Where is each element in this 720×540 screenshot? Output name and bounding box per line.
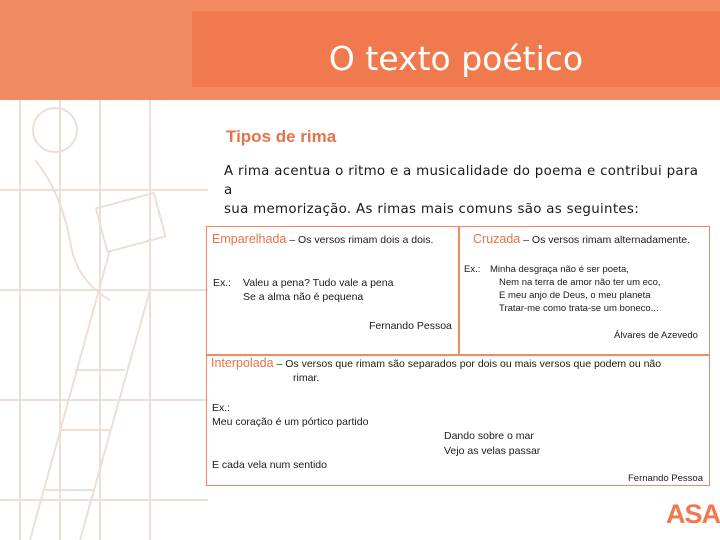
logo-text: ASA xyxy=(666,499,720,529)
poem-line: Nem na terra de amor não ter um eco, xyxy=(499,277,661,288)
cruzada-heading xyxy=(473,232,690,246)
poem-line: Se a alma não é pequena xyxy=(243,291,364,303)
poem-author: Fernando Pessoa xyxy=(369,320,452,332)
poem-author: Álvares de Azevedo xyxy=(614,330,698,341)
intro-text xyxy=(224,162,704,219)
rhyme-type-name: Cruzada xyxy=(473,232,521,246)
poem-line: E cada vela num sentido xyxy=(212,459,327,471)
interpolada-heading xyxy=(211,356,661,370)
intro-line: sua memorização. As rimas mais comuns são as seguintes: xyxy=(224,202,640,217)
poem-line: Meu coração é um pórtico partido xyxy=(212,416,369,428)
poem-line: Tratar-me como trata-se um boneco... xyxy=(499,303,659,314)
emparelhada-heading xyxy=(212,232,433,246)
rhyme-type-description: – Os versos rimam dois a dois. xyxy=(286,234,434,246)
table-divider-vertical xyxy=(458,226,460,354)
rhyme-type-description: – Os versos rimam alternadamente. xyxy=(520,234,691,246)
poem-line: E meu anjo de Deus, o meu planeta xyxy=(499,290,651,301)
poem-line: Dando sobre o mar xyxy=(444,430,534,442)
rhyme-type-description: – Os versos que rimam são separados por dois ou mais versos que podem ou não xyxy=(273,358,662,370)
example-label: Ex.: xyxy=(464,264,481,275)
slide-title: O texto poético xyxy=(328,39,584,78)
section-subtitle: Tipos de rima xyxy=(226,127,337,146)
poem-line: Valeu a pena? Tudo vale a pena xyxy=(243,277,394,289)
poem-author: Fernando Pessoa xyxy=(628,473,703,484)
rhyme-type-name: Emparelhada xyxy=(212,232,287,246)
poem-line: Vejo as velas passar xyxy=(444,445,541,457)
example-label: Ex.: xyxy=(212,402,231,414)
intro-line: A rima acentua o ritmo e a musicalidade do poema e contribui para a xyxy=(224,164,699,198)
rhyme-type-name: Interpolada xyxy=(211,356,274,370)
reader-on-ladder-illustration xyxy=(0,100,210,540)
asa-logo xyxy=(666,497,720,529)
rhyme-type-description-cont: rimar. xyxy=(293,372,320,384)
poem-line: Minha desgraça não é ser poeta, xyxy=(490,264,629,275)
title-box xyxy=(192,11,720,87)
example-label: Ex.: xyxy=(213,277,232,289)
